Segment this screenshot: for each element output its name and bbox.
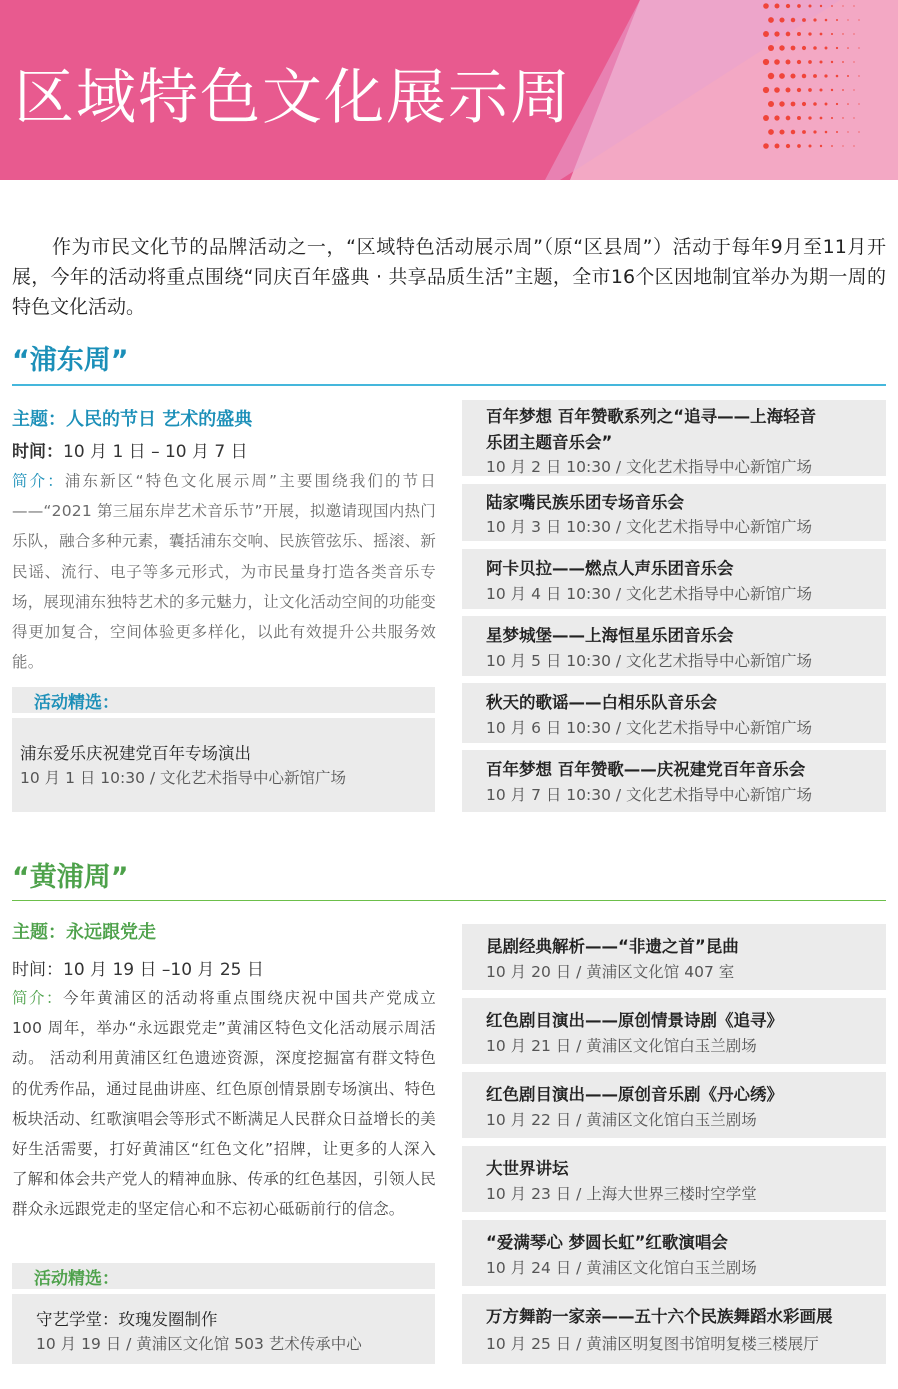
decor-dot [847, 131, 848, 132]
huangpu-desc-text: 今年黄浦区的活动将重点围绕庆祝中国共产党成立 100 周年，举办“永远跟党走”黄浦区特色文化活动展示周活动。 活动利用黄浦区红色遗迹资源，深度挖掘富有群文特色的优秀作品，通过昆曲讲座、红色原创情景剧专场演出、特色板块活动、红歌演唱会等形式不断满足人民群众日益增长的美好生活需要，打好黄浦区“红色文化”招牌，让更多的人深入了解和体会共产党人的精神血脉、传承的红色基因，引领人民群众永远跟党走的坚定信心和不忘初心砥砺前行的信念。 [12, 989, 436, 1219]
decor-dot [786, 144, 790, 148]
event-detail: 10 月 3 日 10:30 / 文化艺术指导中心新馆广场 [486, 518, 813, 536]
pudong-selection-detail: 10 月 1 日 10:30 / 文化艺术指导中心新馆广场 [20, 769, 347, 787]
decor-dot [831, 61, 833, 63]
event-title: 星梦城堡——上海恒星乐团音乐会 [486, 626, 734, 645]
decor-dot [797, 116, 801, 120]
event-title: 大世界讲坛 [486, 1159, 569, 1178]
pudong-selection-label: 活动精选： [34, 693, 119, 713]
decor-dot [763, 143, 769, 149]
decor-dot [808, 88, 812, 92]
decor-dot [791, 102, 796, 107]
decor-dot [786, 32, 791, 37]
decor-dot [768, 129, 774, 135]
decor-dot [858, 19, 859, 20]
decor-dot [820, 145, 822, 147]
decor-dot [775, 4, 780, 9]
pudong-desc-text: 浦东新区“特色文化展示周”主要围绕我们的节日——“2021 第三届东岸艺术音乐节”开展，拟邀请现国内热门乐队，融合多种元素，囊括浦东交响、民族管弦乐、摇滚、新民谣、流行、电子等多元形式，为市民量身打造各类音乐专场，展现浦东独特艺术的多元魅力，让文化活动空间的功能变得更加复合，空间体验更多样化，以此有效提升公共服务效能。 [12, 472, 436, 672]
decor-dot [797, 4, 801, 8]
decor-dot [853, 33, 854, 34]
pudong-event-card[interactable] [462, 484, 886, 541]
pudong-theme: 主题：人民的节日 艺术的盛典 [12, 409, 253, 430]
decor-dot [774, 59, 780, 65]
event-detail: 10 月 20 日 / 黄浦区文化馆 407 室 [486, 963, 735, 981]
decor-dot [763, 115, 769, 121]
decor-dot [763, 31, 769, 37]
decor-dot [836, 131, 838, 133]
decor-dot [808, 32, 811, 35]
decor-dot [808, 60, 812, 64]
decor-dot [831, 89, 833, 91]
huangpu-selection-card[interactable] [12, 1294, 435, 1364]
decor-dot [768, 73, 774, 79]
decor-dot [836, 47, 838, 49]
event-title-line2: 乐团主题音乐会” [486, 433, 613, 452]
decor-dot [786, 88, 791, 93]
event-detail: 10 月 4 日 10:30 / 文化艺术指导中心新馆广场 [486, 585, 813, 603]
decor-dot [847, 19, 848, 20]
decor-dot [774, 87, 780, 93]
decor-dot [797, 32, 801, 36]
decor-dot [842, 117, 843, 118]
decor-dot [808, 144, 811, 147]
decor-dot [797, 60, 801, 64]
decor-dot [831, 117, 833, 119]
decor-dot [858, 103, 859, 104]
event-title: 陆家嘴民族乐团专场音乐会 [486, 493, 684, 512]
decor-dot [825, 47, 828, 50]
event-title: 万方舞韵一家亲——五十六个民族舞蹈水彩画展 [486, 1307, 833, 1326]
decor-dot [808, 4, 811, 7]
decor-dot [768, 45, 774, 51]
pudong-time-value: 10 月 1 日 – 10 月 7 日 [63, 442, 248, 462]
huangpu-theme: 主题：永远跟党走 [12, 922, 156, 943]
decor-dot [786, 116, 791, 121]
decor-dot [797, 88, 801, 92]
decor-dot [813, 46, 817, 50]
decor-dot [813, 74, 817, 78]
pudong-event-card[interactable] [462, 683, 886, 743]
decor-dot [779, 129, 784, 134]
event-title: 红色剧目演出——原创情景诗剧《追寻》 [486, 1011, 783, 1030]
decor-dot [819, 88, 822, 91]
decor-dot [820, 117, 823, 120]
pudong-event-card[interactable] [462, 750, 886, 812]
decor-dot [813, 18, 816, 21]
event-detail: 10 月 24 日 / 黄浦区文化馆白玉兰剧场 [486, 1259, 757, 1277]
pudong-selection-header [12, 687, 435, 713]
header-banner [0, 0, 898, 180]
decor-dot [831, 145, 833, 147]
event-title: 昆剧经典解析——“非遗之首”昆曲 [486, 937, 739, 956]
decor-dot [847, 75, 849, 77]
decor-dot [813, 130, 816, 133]
intro-paragraph: 作为市民文化节的品牌活动之一，“区域特色活动展示周”（原“区县周”）活动于每年9月至11月开展，今年的活动将重点围绕“同庆百年盛典 · 共享品质生活”主题，全市16个区因地制宜举办为期一周的特色文化活动。 [12, 236, 886, 318]
decor-dot [779, 17, 784, 22]
decor-dot [842, 145, 843, 146]
decor-dot [786, 60, 791, 65]
huangpu-selection-detail: 10 月 19 日 / 黄浦区文化馆 503 艺术传承中心 [36, 1335, 362, 1353]
decor-dot [819, 60, 822, 63]
decor-dot [836, 19, 838, 21]
pudong-time-label: 时间： [12, 442, 63, 462]
decor-dot [808, 116, 811, 119]
decor-dot [791, 130, 795, 134]
decor-dot [774, 31, 779, 36]
huangpu-time [12, 955, 264, 980]
huangpu-desc-label: 简介： [12, 989, 64, 1007]
huangpu-section-rule [12, 900, 886, 901]
huangpu-event-card[interactable] [462, 998, 886, 1064]
huangpu-selection-label: 活动精选： [34, 1269, 119, 1289]
decor-dot [842, 89, 844, 91]
event-title: 百年梦想 百年赞歌——庆祝建党百年音乐会 [486, 760, 806, 779]
pudong-section-rule [12, 384, 886, 386]
decor-dot [768, 101, 774, 107]
decor-dot [791, 46, 796, 51]
decor-dot [825, 103, 828, 106]
huangpu-selection-title: 守艺学堂：玫瑰发圈制作 [36, 1310, 218, 1329]
event-title: 秋天的歌谣——白相乐队音乐会 [486, 693, 717, 712]
page-title: 区域特色文化展示周 [14, 63, 572, 133]
huangpu-event-card[interactable] [462, 1294, 886, 1364]
decor-dot [824, 74, 827, 77]
decor-dot [853, 145, 854, 146]
event-title-line1: 百年梦想 百年赞歌系列之“追寻——上海轻音 [486, 407, 817, 426]
event-detail: 10 月 25 日 / 黄浦区明复图书馆明复楼三楼展厅 [486, 1335, 819, 1353]
huangpu-selection-header [12, 1263, 435, 1289]
decor-dot [820, 5, 822, 7]
event-title: “爱满琴心 梦圆长虹”红歌演唱会 [486, 1233, 728, 1252]
pudong-event-card[interactable] [462, 616, 886, 676]
decor-dot [853, 89, 854, 90]
decor-dot [853, 5, 854, 6]
decor-dot [853, 117, 854, 118]
huangpu-time-label: 时间： [12, 960, 63, 980]
event-title: 红色剧目演出——原创音乐剧《丹心绣》 [486, 1085, 783, 1104]
decor-dot [779, 101, 784, 106]
huangpu-event-card[interactable] [462, 924, 886, 990]
decor-dot [813, 102, 817, 106]
decor-dot [763, 59, 769, 65]
decor-dot [790, 73, 795, 78]
decor-dot [858, 131, 859, 132]
decor-dot [802, 130, 806, 134]
decor-dot [763, 3, 769, 9]
decor-dot [779, 73, 785, 79]
event-title: 阿卡贝拉——燃点人声乐团音乐会 [486, 559, 734, 578]
decor-dot [802, 74, 806, 78]
decor-dot [797, 144, 801, 148]
decor-dot [853, 61, 854, 62]
decor-dot [842, 61, 844, 63]
decor-dot [775, 144, 780, 149]
pudong-event-card[interactable] [462, 549, 886, 609]
event-detail: 10 月 23 日 / 上海大世界三楼时空学堂 [486, 1185, 757, 1203]
pudong-selection-title: 浦东爱乐庆祝建党百年专场演出 [20, 744, 251, 763]
event-detail: 10 月 22 日 / 黄浦区文化馆白玉兰剧场 [486, 1111, 757, 1129]
decor-dot [836, 75, 839, 78]
event-detail: 10 月 2 日 10:30 / 文化艺术指导中心新馆广场 [486, 458, 813, 476]
decor-dot [847, 47, 849, 49]
pudong-description [12, 466, 436, 677]
pudong-section-title: “浦东周” [12, 345, 129, 376]
huangpu-time-value: 10 月 19 日 –10 月 25 日 [63, 960, 264, 980]
huangpu-section-title: “黄浦周” [12, 862, 129, 893]
decor-dot [774, 115, 779, 120]
decor-dot [831, 5, 833, 7]
decor-dot [825, 19, 828, 22]
huangpu-event-card[interactable] [462, 1146, 886, 1212]
decor-dot [802, 102, 806, 106]
decor-dot [847, 103, 849, 105]
huangpu-event-card[interactable] [462, 1220, 886, 1286]
huangpu-event-card[interactable] [462, 1072, 886, 1138]
decor-dot [842, 5, 843, 6]
decor-dot [768, 17, 774, 23]
event-detail: 10 月 5 日 10:30 / 文化艺术指导中心新馆广场 [486, 652, 813, 670]
event-detail: 10 月 6 日 10:30 / 文化艺术指导中心新馆广场 [486, 719, 813, 737]
decor-dot [831, 33, 833, 35]
pudong-selection-card[interactable] [12, 718, 435, 812]
huangpu-description [12, 983, 436, 1225]
decor-dot [791, 18, 795, 22]
decor-dot [842, 33, 843, 34]
event-detail: 10 月 21 日 / 黄浦区文化馆白玉兰剧场 [486, 1037, 757, 1055]
decor-dot [858, 75, 859, 76]
decor-dot [779, 45, 784, 50]
decor-dot [786, 4, 790, 8]
pudong-time [12, 437, 248, 462]
pudong-desc-label: 简介： [12, 472, 65, 490]
decor-dot [820, 33, 823, 36]
decor-dot [825, 131, 828, 134]
pudong-event-card[interactable] [462, 400, 886, 476]
decor-dot [763, 87, 769, 93]
decor-dot [858, 47, 859, 48]
decor-dot [802, 18, 806, 22]
decor-dot [836, 103, 838, 105]
event-detail: 10 月 7 日 10:30 / 文化艺术指导中心新馆广场 [486, 786, 813, 804]
decor-dot [802, 46, 806, 50]
